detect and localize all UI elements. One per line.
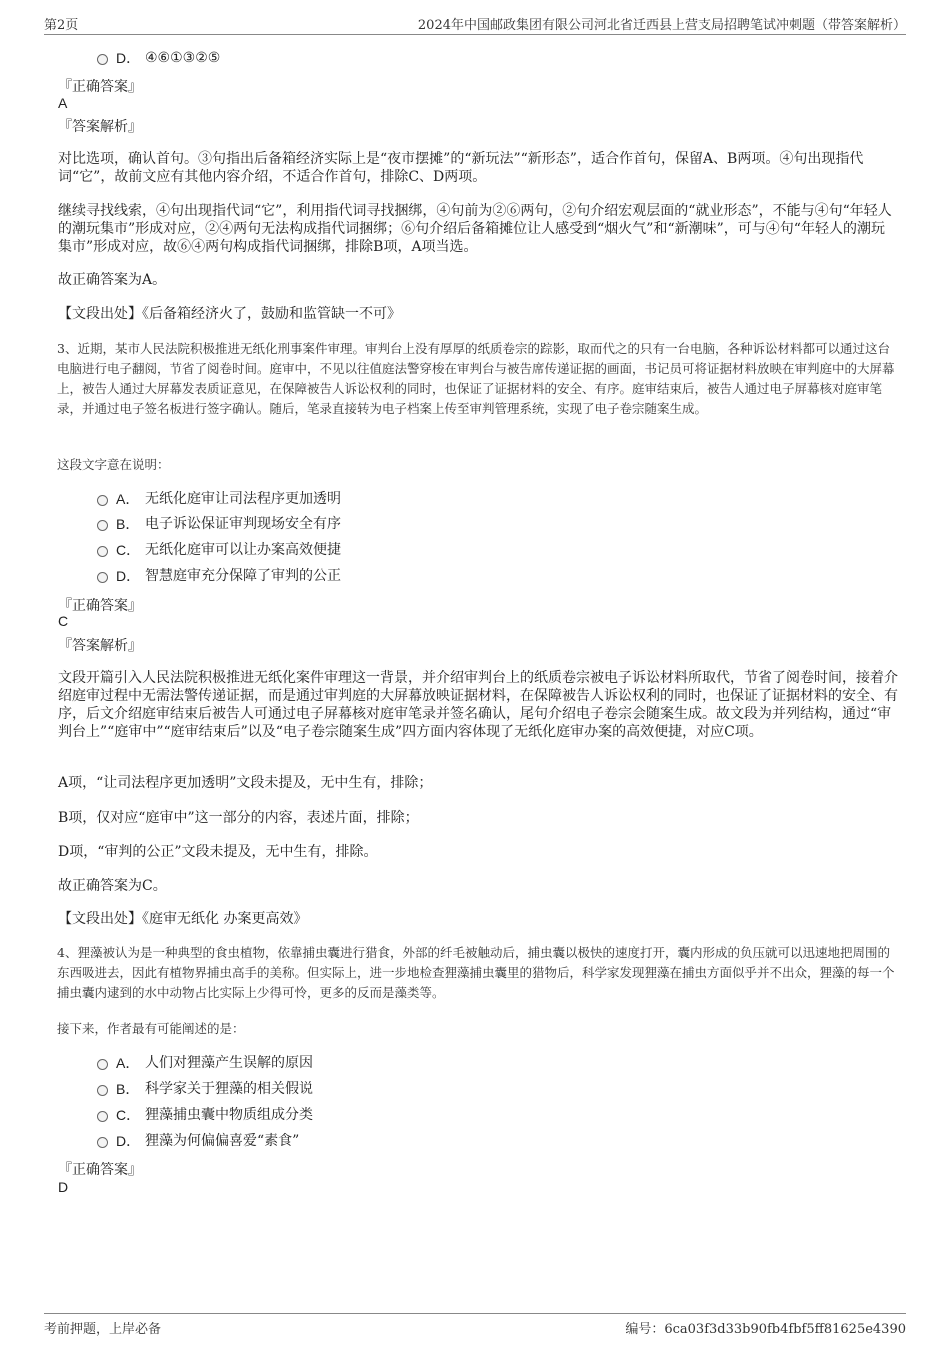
radio-icon[interactable]: [97, 1085, 108, 1096]
q3-analysis-5: 故正确答案为C。: [58, 878, 167, 894]
radio-icon[interactable]: [97, 1059, 108, 1070]
q3-analysis-1: 文段开篇引入人民法院积极推进无纸化案件审理这一背景，并介绍审判台上的纸质卷宗被电子诉讼材料所取代，节省了阅卷时间，接着介绍庭审过程中无需法警传递证据，而是通过审判庭的大屏幕放映证据材料，在保障被告人诉讼权利的同时，也保证了证据材料的安全、有序，后文介绍庭审结束后被告人可通过电子屏幕核对庭审笔录并签名确认，尾句介绍电子卷宗会随案生成。故文段为并列结构，通过“审判台上”“庭审中”“庭审结束后”以及“电子卷宗随案生成”四方面内容体现了无纸化庭审办案的高效便捷，对应C项。: [58, 670, 898, 740]
q2-analysis-1: 对比选项，确认首句。③句指出后备箱经济实际上是“夜市摆摊”的“新玩法”“新形态”，适合作首句，保留A、B两项。④句出现指代词“它”，故前文应有其他内容介绍，不适合作首句，排除C、D两项。: [58, 151, 864, 185]
radio-icon[interactable]: [97, 520, 108, 531]
page-header: [44, 14, 906, 35]
q2-analysis-label: 『答案解析』: [58, 119, 142, 135]
radio-icon[interactable]: [97, 1111, 108, 1122]
q3-analysis-label: 『答案解析』: [58, 638, 142, 654]
document-id: 编号：6ca03f3d33b90fb4fbf5ff81625e4390: [625, 1322, 906, 1337]
q3-analysis-2: A项，“让司法程序更加透明”文段未提及，无中生有，排除；: [58, 775, 433, 791]
q3-prompt: 这段文字意在说明：: [57, 457, 170, 472]
q2-answer: A: [58, 95, 68, 111]
document-title: 2024年中国邮政集团有限公司河北省迁西县上营支局招聘笔试冲刺题（带答案解析）: [417, 18, 906, 33]
q4-answer: D: [58, 1179, 69, 1195]
page-number: 第2页: [44, 18, 79, 33]
page-footer: [44, 1313, 906, 1336]
q3-question: 3、近期，某市人民法院积极推进无纸化刑事案件审理。审判台上没有厚厚的纸质卷宗的踪影，取而代之的只有一台电脑，各种诉讼材料都可以通过这台电脑进行电子翻阅，节省了阅卷时间。庭审中，不见以往值庭法警穿梭在审判台与被告席传递证据的画面，书记员可将证据材料放映在审判庭中的大屏幕上，被告人通过大屏幕发表质证意见，在保障被告人诉讼权利的同时，也保证了证据材料的安全、有序。庭审结束后，被告人通过电子屏幕核对庭审笔录，并通过电子签名板进行签字确认。随后，笔录直接转为电子档案上传至审判管理系统，实现了电子卷宗随案生成。: [57, 341, 895, 416]
q2-analysis-3: 故正确答案为A。: [58, 272, 167, 288]
q4-prompt: 接下来，作者最有可能阐述的是：: [57, 1021, 245, 1036]
q3-answer: C: [58, 613, 69, 629]
q3-analysis-4: D项，“审判的公正”文段未提及，无中生有，排除。: [58, 844, 378, 860]
q2-source: 【文段出处】《后备箱经济火了，鼓励和监管缺一不可》: [58, 306, 401, 322]
radio-icon[interactable]: [97, 54, 108, 65]
radio-icon[interactable]: [97, 572, 108, 583]
footer-slogan: 考前押题，上岸必备: [44, 1322, 162, 1337]
q3-source: 【文段出处】《庭审无纸化 办案更高效》: [58, 911, 308, 927]
q2-analysis-2: 继续寻找线索，④句出现指代词“它”，利用指代词寻找捆绑，④句前为②⑥两句，②句介绍宏观层面的“就业形态”，不能与④句“年轻人的潮玩集市”形成对应，②④两句无法构成指代词捆绑；⑥句介绍后备箱摊位让人感受到“烟火气”和“新潮味”，可与④句“年轻人的潮玩集市”形成对应，故⑥④两句构成指代词捆绑，排除B项，A项当选。: [58, 203, 892, 255]
q4-correct-answer-label: 『正确答案』: [58, 1162, 142, 1178]
radio-icon[interactable]: [97, 1137, 108, 1148]
radio-icon[interactable]: [97, 495, 108, 506]
q2-correct-answer-label: 『正确答案』: [58, 79, 142, 95]
q4-question: 4、狸藻被认为是一种典型的食虫植物，依靠捕虫囊进行猎食，外部的纤毛被触动后，捕虫囊以极快的速度打开，囊内形成的负压就可以迅速地把周围的东西吸进去，因此有植物界捕虫高手的美称。但实际上，进一步地检查狸藻捕虫囊里的猎物后，科学家发现狸藻在捕虫方面似乎并不出众，狸藻的每一个捕虫囊内逮到的水中动物占比实际上少得可怜，更多的反而是藻类等。: [57, 945, 895, 1000]
q3-analysis-3: B项，仅对应“庭审中”这一部分的内容，表述片面，排除；: [58, 810, 419, 826]
radio-icon[interactable]: [97, 546, 108, 557]
q3-correct-answer-label: 『正确答案』: [58, 598, 142, 614]
